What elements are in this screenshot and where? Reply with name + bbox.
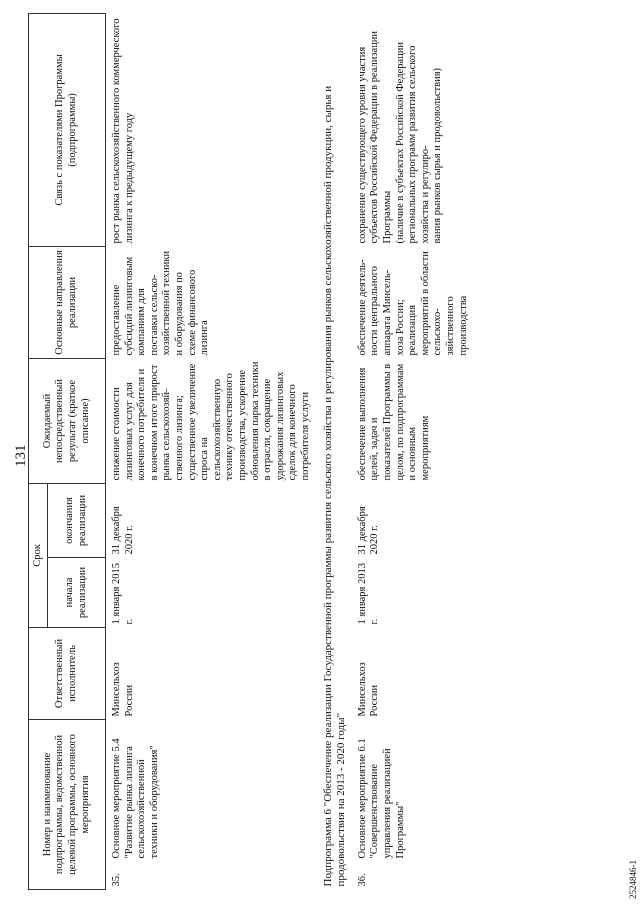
header-row [29, 13, 48, 889]
table-row [106, 13, 317, 889]
header-srok: Срок [29, 483, 48, 627]
subprogram-heading-row [317, 13, 352, 889]
document-id: 2524846-1 [628, 860, 638, 899]
row-end: 31 декабря 2020 г. [356, 506, 381, 555]
page-number: 131 [13, 444, 29, 467]
header-srok-end: окончания реализации [48, 483, 106, 557]
row-directions: обеспечение деятель- ности центрального аппарата Минсель- хоза России; реализация мероприятий в области сельскохо- зяйственного производства [356, 251, 469, 356]
row-result: снижение стоимости лизинговых услуг для конечного потребителя и в конечном итоге прирост рынка сельскохозяй- ственного лизинга; существенное увеличение спроса на сельскохозяйственную технику отечественного производства, ускорение обновления парка техники в отрасли, сокращение удорожания лизинговых сделок для конечного потребителя услуги [111, 361, 311, 481]
row-result: обеспечение выполнения целей, задач и показателей Программы в целом, по подпрограммам и основным мероприятиям [356, 363, 431, 481]
row-link: рост рынка сельскохозяйственного коммерческого лизинга к предыдущему году [111, 18, 135, 244]
table-row [352, 13, 474, 889]
row-name: Основное мероприятие 5.4 "Развитие рынка лизинга сельскохозяйственной техники и оборудования" [111, 738, 160, 859]
header-executor: Ответственный исполнитель [29, 628, 106, 720]
header-result: Ожидаемый непосредственный результат (краткое описание) [29, 358, 106, 483]
row-name: Основное мероприятие 6.1 "Совершенствование управления реализацией Программы" [356, 738, 406, 859]
program-table [28, 13, 474, 890]
row-number: 36. [356, 873, 368, 887]
row-start: 1 января 2015 г. [111, 562, 135, 625]
header-name: Номер и наименование подпрограммы, ведомственной целевой программы, основного мероприятия [29, 720, 106, 890]
row-directions: предоставление субсидий лизинговым компаниям для поставки сельско- хозяйственной техники и оборудования по схеме финансового лизинга [111, 250, 211, 356]
row-start: 1 января 2013 г. [356, 562, 381, 625]
header-srok-start: начала реализации [48, 558, 106, 628]
row-link: сохранение существующего уровня участия субъектов Российской Федерации в реализации Программы (наличие в субъектах Российской Федерации региональных программ развития сельского хозяйства и регулиро- вания рынков сырья и продовольствия) [356, 30, 444, 244]
subprogram-heading: Подпрограмма 6 "Обеспечение реализации Государственной программы развития сельского хозяйства и регулирования рынков сельскохозяйственной продукции, сырья и продовольствия на 2013 - 2020 годы" [321, 85, 347, 887]
row-executor: Минсельхоз России [356, 662, 381, 717]
row-executor: Минсельхоз России [111, 662, 135, 717]
header-directions: Основные направления реализации [29, 246, 106, 358]
row-end: 31 декабря 2020 г. [111, 506, 135, 555]
row-number: 35. [111, 873, 122, 887]
header-link: Связь с показателями Программы (подпрограммы) [29, 13, 106, 246]
